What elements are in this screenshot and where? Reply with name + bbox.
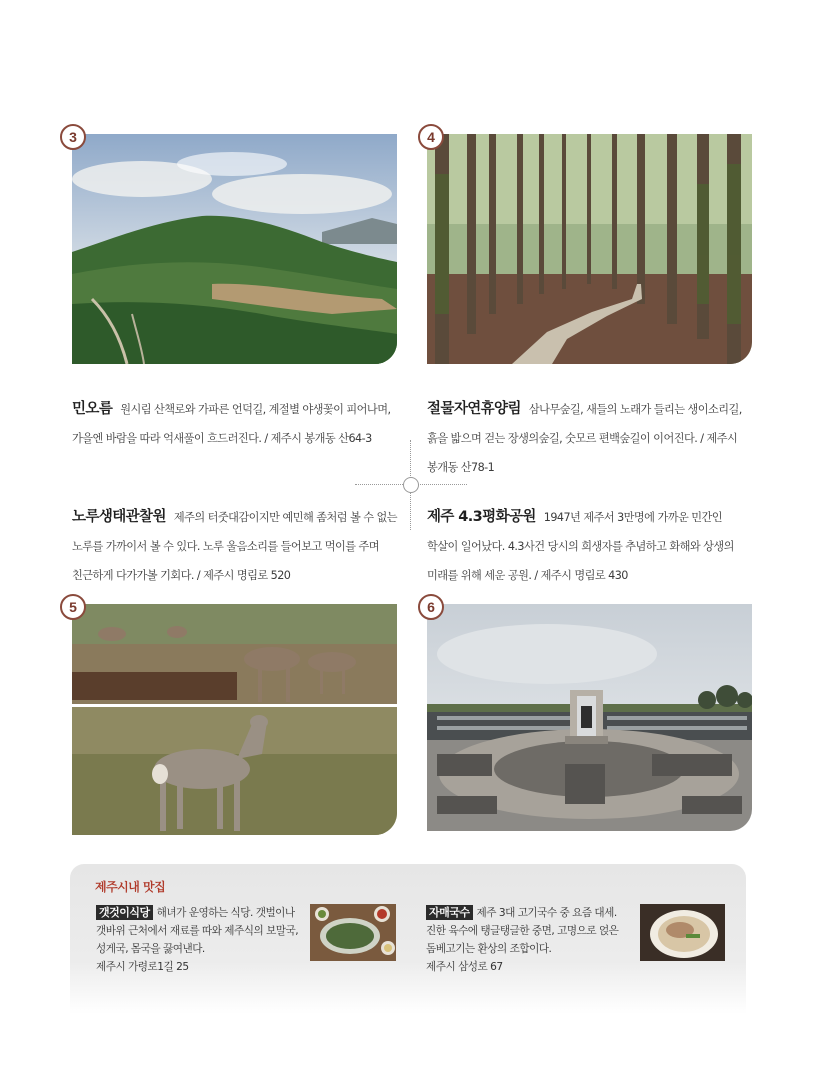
entry-noru	[72, 503, 404, 590]
noodle-soup-image	[640, 904, 725, 961]
entry-title: 절물자연휴양림	[427, 401, 521, 417]
badge-4: 4	[418, 124, 444, 150]
restaurant-box	[70, 864, 746, 1014]
restaurant-photo-2	[640, 904, 725, 961]
entry-body: 삼나무숲길, 새들의 노래가 들리는 생이소리길, 흙을 밟으며 걷는 장생의숲길, 숫모르 편백숲길이 이어진다. / 제주시 봉개동 산78-1	[427, 403, 742, 474]
restaurant-photo-1	[310, 904, 396, 961]
minoreum-photo-image	[72, 134, 397, 364]
entry-body: 제주의 터줏대감이지만 예민해 좀처럼 볼 수 없는 노루를 가까이서 볼 수 있다. 노루 울음소리를 들어보고 먹이를 주며 친근하게 다가가볼 기회다. / 제주시 명림로 520	[72, 511, 398, 582]
restaurant-name-tag: 갯것이식당	[96, 905, 153, 920]
restaurant-address: 제주시 가령로1길 25	[96, 961, 189, 973]
jeolmul-photo-image	[427, 134, 752, 364]
entry-title: 노루생태관찰원	[72, 509, 166, 525]
restaurant-address: 제주시 삼성로 67	[426, 961, 503, 973]
peace-park-photo-image	[427, 604, 752, 831]
photo-peace-park	[427, 604, 752, 831]
entry-body: 원시림 산책로와 가파른 언덕길, 계절별 야생꽃이 피어나며, 가을엔 바람을 따라 억새풀이 흐드러진다. / 제주시 봉개동 산64-3	[72, 403, 391, 445]
restaurant-item-2	[426, 904, 636, 976]
entry-body: 1947년 제주서 3만명에 가까운 민간인 학살이 일어났다. 4.3사건 당시의 희생자를 추념하고 화해와 상생의 미래를 위해 세운 공원. / 제주시 명림로 430	[427, 511, 734, 582]
photo-noru	[72, 604, 397, 835]
entry-title: 민오름	[72, 401, 113, 417]
divider-circle	[403, 477, 419, 493]
noru-photo-image	[72, 604, 397, 835]
restaurant-description: 제주 3대 고기국수 중 요즘 대세. 진한 육수에 탱글탱글한 중면, 고명으로 얹은 돔베고기는 환상의 조합이다.	[426, 907, 619, 955]
photo-minoreum	[72, 134, 397, 364]
restaurant-description: 해녀가 운영하는 식당. 갯벌이나 갯바위 근처에서 재료를 따와 제주식의 보말국, 성게국, 몸국을 끓여낸다.	[96, 907, 299, 955]
entry-title: 제주 4.3평화공원	[427, 509, 536, 525]
restaurant-name-tag: 자매국수	[426, 905, 473, 920]
entry-peace-park	[427, 503, 755, 590]
entry-jeolmul	[427, 395, 755, 482]
entry-minoreum	[72, 395, 404, 453]
restaurant-heading: 제주시내 맛집	[95, 880, 166, 894]
photo-jeolmul	[427, 134, 752, 364]
restaurant-item-1	[96, 904, 314, 976]
seafood-soup-image	[310, 904, 396, 961]
badge-6: 6	[418, 594, 444, 620]
badge-3: 3	[60, 124, 86, 150]
badge-5: 5	[60, 594, 86, 620]
